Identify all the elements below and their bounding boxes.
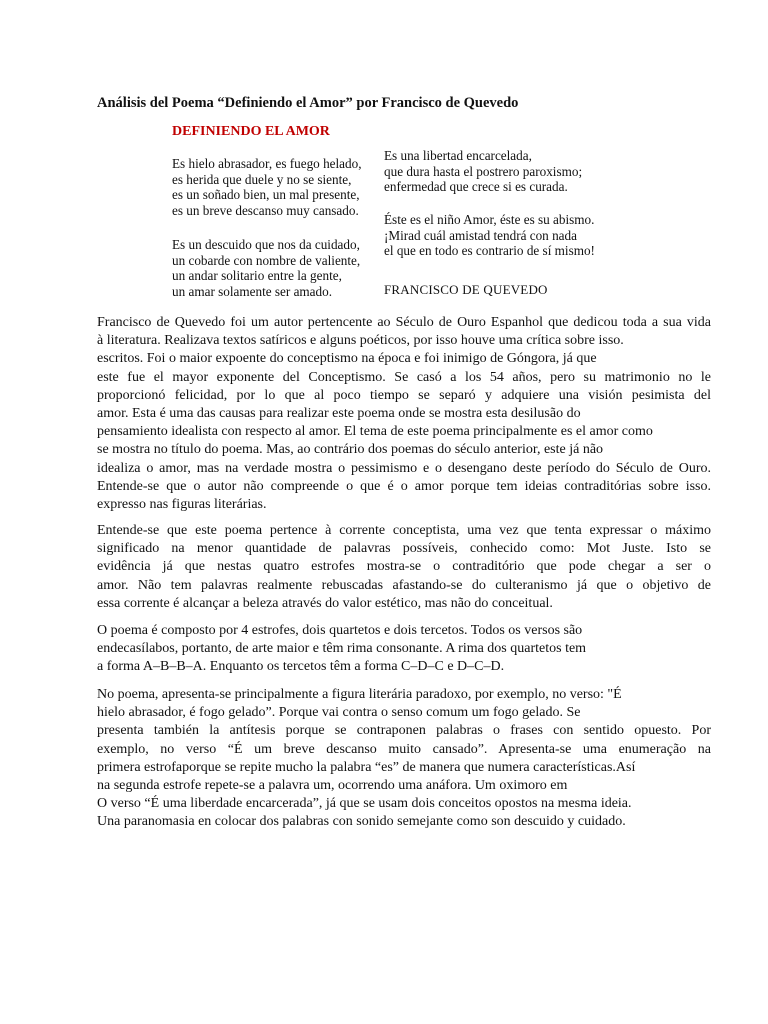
paragraph-line: O poema é composto por 4 estrofes, dois quartetos e dois tercetos. Todos os versos são (97, 623, 583, 638)
paragraph-line: essa corrente é alcançar a beleza através do valor estético, mas não do conceitual. (97, 595, 553, 611)
poem-verse: un andar solitario entre la gente, (172, 268, 342, 284)
paragraph-line: hielo abrasador, é fogo gelado”. Porque vai contra o senso comum um fogo gelado. Se (97, 705, 581, 721)
paragraph-line: Entende-se que este poema pertence à corrente conceptista, uma vez que tenta expressar o máximo (97, 523, 711, 538)
poem-stanza-3 (384, 148, 582, 195)
paragraph-line: evidência já que nestas quatro estrofes mostra-se o contraditório que pode chegar a ser o (97, 559, 711, 575)
poem-verse: Es un descuido que nos da cuidado, (172, 237, 360, 252)
poem-stanza-1 (172, 156, 362, 218)
poem-stanza-2 (172, 237, 360, 299)
poem-title: DEFINIENDO EL AMOR (172, 124, 330, 139)
paragraph-line: pensamiento idealista con respecto al amor. El tema de este poema principalmente es el amor como (97, 424, 653, 440)
paragraph-line: O verso “É uma liberdade encarcerada”, já que se usam dois conceitos opostos na mesma ideia. (97, 796, 632, 812)
paragraph-line: amor. Esta é uma das causas para realizar este poema onde se mostra esta desilusão do (97, 405, 581, 421)
poem-author: FRANCISCO DE QUEVEDO (384, 282, 548, 297)
paragraph-line: este fue el mayor exponente del Conceptismo. Se casó a los 54 años, pero su matrimonio no le (97, 369, 711, 385)
paragraph-line: à literatura. Realizava textos satíricos e alguns poéticos, por isso houve uma crítica sobre isso. (97, 333, 624, 349)
poem-verse: ¡Mirad cuál amistad tendrá con nada (384, 227, 577, 243)
poem-verse: un cobarde con nombre de valiente, (172, 252, 361, 268)
poem-verse: un amar solamente ser amado. (172, 283, 333, 299)
paragraph-line: significado na menor quantidade de palavras possíveis, conhecido como: Mot Juste. Isto se (97, 541, 711, 557)
paragraph-line: exemplo, no verso “É um breve descanso muito cansado”. Apresenta-se uma enumeração na (97, 741, 711, 757)
paragraph-line: amor. Não tem palavras realmente rebuscadas afastando-se do culteranismo já que o objetivo de (97, 577, 711, 593)
poem-verse: es un soñado bien, un mal presente, (172, 187, 360, 203)
paragraph-2 (97, 522, 711, 613)
poem-verse: Es hielo abrasador, es fuego helado, (172, 156, 362, 171)
poem-verse: enfermedad que crece si es curada. (384, 179, 568, 195)
poem-verse: el que en todo es contrario de sí mismo! (384, 243, 595, 259)
document-title: Análisis del Poema “Definiendo el Amor” por Francisco de Quevedo (97, 95, 519, 111)
poem-verse: es herida que duele y no se siente, (172, 171, 352, 187)
paragraph-line: No poema, apresenta-se principalmente a figura literária paradoxo, por exemplo, no verso: "É (97, 687, 622, 702)
paragraph-line: proporcionó felicidad, por lo que al poco tiempo se separó y adquiere una visión pesimista del (97, 387, 711, 403)
paragraph-line: expresso nas figuras literárias. (97, 496, 267, 512)
paragraph-line: se mostra no título do poema. Mas, ao contrário dos poemas do século anterior, este já não (97, 442, 604, 458)
poem-stanza-4 (384, 212, 595, 259)
paragraph-line: Entende-se que o autor não compreende o que é o amor porque tem ideias contraditórias sobre isso. (97, 478, 711, 494)
paragraph-line: escritos. Foi o maior expoente do conceptismo na época e foi inimigo de Góngora, já que (97, 351, 597, 367)
paragraph-line: idealiza o amor, mas na verdade mostra o pessimismo e o desengano deste período do Século de Ouro. (97, 460, 711, 476)
poem-verse: es un breve descanso muy cansado. (172, 202, 359, 218)
paragraph-line: a forma A–B–B–A. Enquanto os tercetos têm a forma C–D–C e D–C–D. (97, 659, 505, 675)
paragraph-line: presenta también la antítesis porque se contraponen palabras o frases con sentido opuesto. Por (97, 723, 711, 739)
paragraph-1 (97, 314, 711, 514)
paragraph-4 (97, 686, 711, 832)
poem-verse: Éste es el niño Amor, éste es su abismo. (384, 212, 595, 227)
paragraph-3 (97, 622, 711, 677)
paragraph-line: Francisco de Quevedo foi um autor pertencente ao Século de Ouro Espanhol que dedicou toda a sua vida (97, 315, 711, 330)
paragraph-line: primera estrofaporque se repite mucho la palabra “es” de manera que numera características.Así (97, 759, 636, 775)
paragraph-line: na segunda estrofe repete-se a palavra um, ocorrendo uma anáfora. Um oximoro em (97, 777, 568, 793)
poem-verse: Es una libertad encarcelada, (384, 148, 532, 163)
poem-verse: que dura hasta el postrero paroxismo; (384, 163, 583, 179)
paragraph-line: Una paranomasia en colocar dos palabras con sonido semejante como son descuido y cuidado. (97, 814, 626, 830)
paragraph-line: endecasílabos, portanto, de arte maior e têm rima consonante. A rima dos quartetos tem (97, 641, 587, 657)
